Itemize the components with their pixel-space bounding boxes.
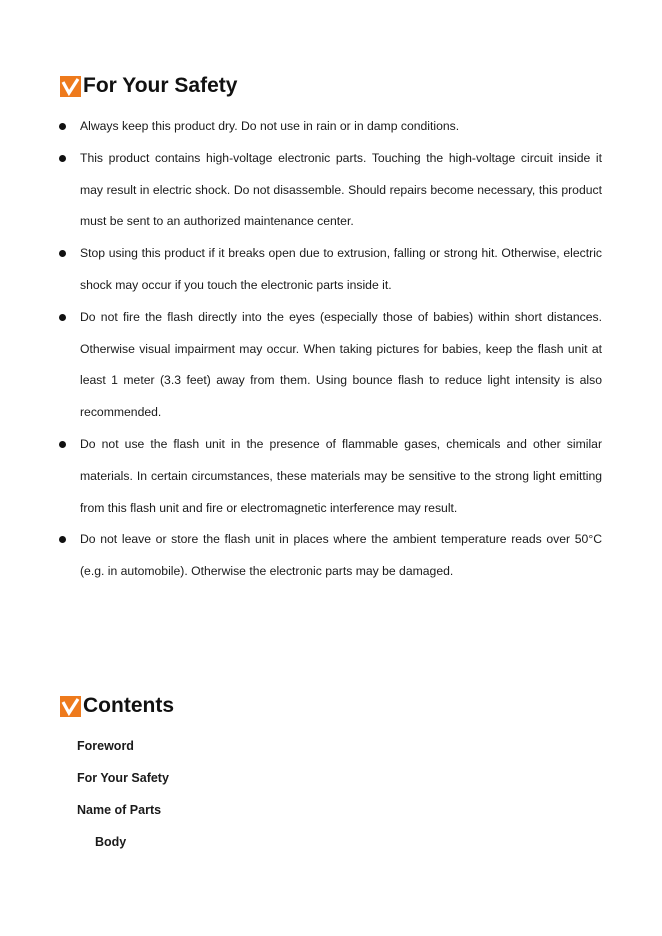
- table-of-contents: [77, 730, 169, 858]
- list-item: Stop using this product if it breaks open due to extrusion, falling or strong hit. Otherwise, electric shock may occur if you touch the electronic parts inside it.: [59, 238, 602, 302]
- bullet-icon: [59, 314, 66, 321]
- list-item: Always keep this product dry. Do not use in rain or in damp conditions.: [59, 111, 602, 143]
- safety-list: [59, 111, 602, 588]
- check-mark-icon: [60, 76, 81, 97]
- toc-entry-foreword[interactable]: Foreword: [77, 739, 134, 753]
- toc-entry-body[interactable]: Body: [95, 835, 127, 849]
- contents-heading: [60, 694, 174, 718]
- bullet-icon: [59, 250, 66, 257]
- check-mark-icon: [60, 696, 81, 717]
- list-item: This product contains high-voltage electronic parts. Touching the high-voltage circuit inside it may result in electric shock. Do not disassemble. Should repairs become necessary, this product must be sent to an authorized maintenance center.: [59, 143, 602, 238]
- list-item: Do not leave or store the flash unit in places where the ambient temperature reads over 50°C (e.g. in automobile). Otherwise the electronic parts may be damaged.: [59, 524, 602, 588]
- safety-title: For Your Safety: [83, 74, 238, 97]
- toc-entry-name-of-parts[interactable]: Name of Parts: [77, 803, 162, 817]
- list-item: Do not use the flash unit in the presence of flammable gases, chemicals and other similar materials. In certain circumstances, these materials may be sensitive to the strong light emitting from this flash unit and fire or electromagnetic interference may result.: [59, 429, 602, 524]
- bullet-icon: [59, 441, 66, 448]
- contents-title: Contents: [83, 694, 174, 717]
- bullet-icon: [59, 123, 66, 130]
- bullet-icon: [59, 536, 66, 543]
- list-item: Do not fire the flash directly into the eyes (especially those of babies) within short distances. Otherwise visual impairment may occur. When taking pictures for babies, keep the flash unit at least 1 meter (3.3 feet) away from them. Using bounce flash to reduce light intensity is also recommended.: [59, 302, 602, 429]
- safety-heading: [60, 74, 237, 98]
- toc-entry-for-your-safety[interactable]: For Your Safety: [77, 771, 169, 785]
- bullet-icon: [59, 155, 66, 162]
